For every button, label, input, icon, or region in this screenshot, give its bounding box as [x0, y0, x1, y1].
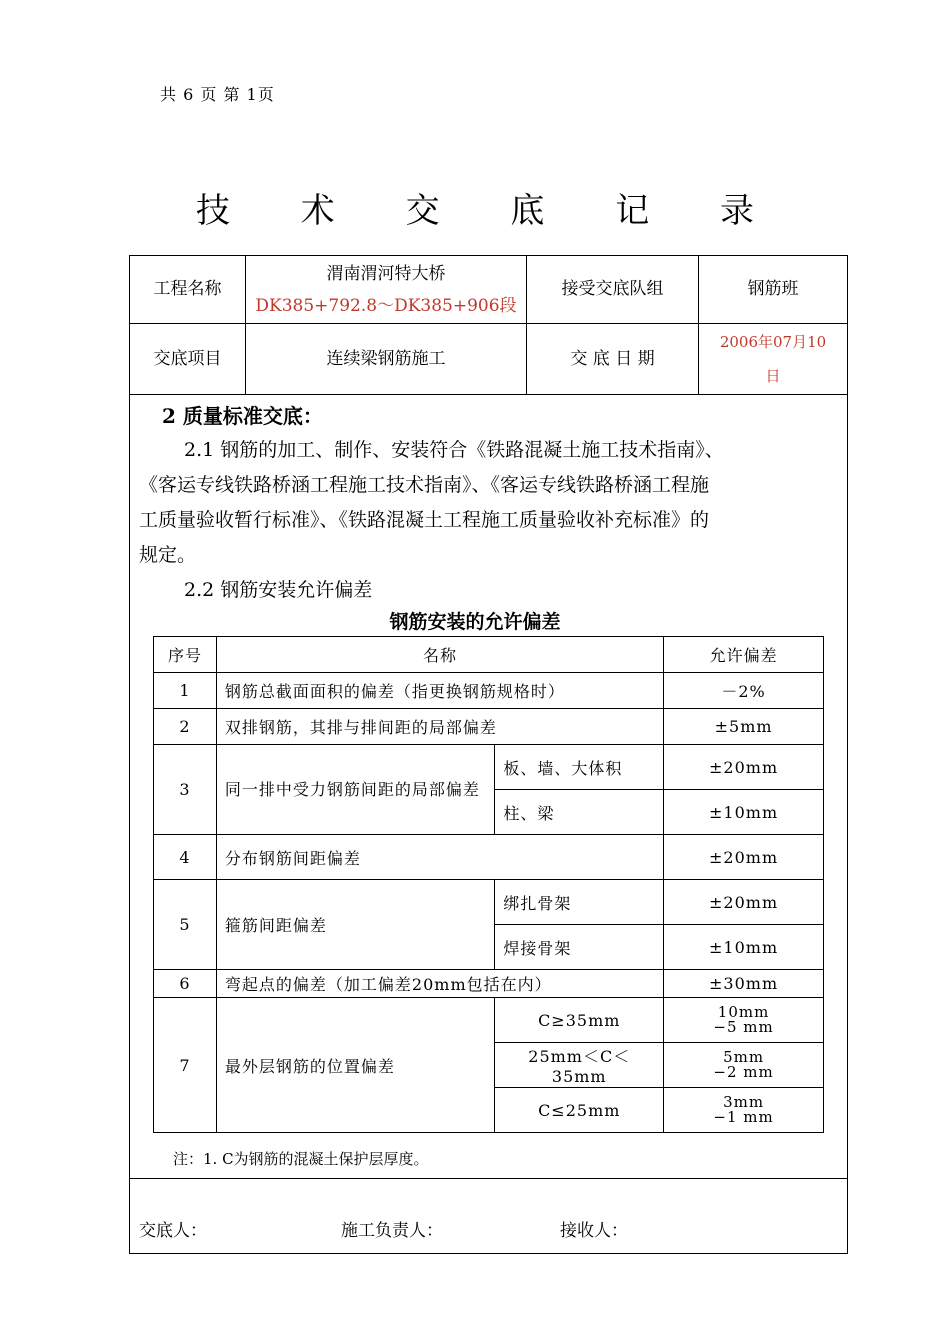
header-deviation: 允许偏差	[664, 637, 824, 673]
project-name-cell	[246, 256, 526, 323]
construction-lead-signature: 施工负责人：	[341, 1221, 443, 1241]
header-no: 序号	[154, 637, 217, 673]
row-sub: 柱、梁	[495, 790, 664, 835]
table-note: 注：1. C为钢筋的混凝土保护层厚度。	[173, 1150, 429, 1168]
row-sub: 绑扎骨架	[495, 880, 664, 925]
header-name: 名称	[216, 637, 663, 673]
row-value: ±10mm	[664, 790, 824, 835]
date-value-line1: 2006年07月10	[719, 333, 827, 351]
project-name: 渭南渭河特大桥	[326, 263, 446, 284]
row-value-upper: 5mm	[723, 1048, 765, 1066]
date-value-line2: 日	[765, 367, 781, 385]
receiver-signature: 接收人：	[560, 1221, 628, 1241]
row-value: －2%	[664, 673, 824, 709]
row-name: 同一排中受力钢筋间距的局部偏差	[216, 745, 494, 835]
row-sub: 焊接骨架	[495, 925, 664, 970]
row-name: 钢筋总截面面积的偏差（指更换钢筋规格时）	[216, 673, 663, 709]
project-section: DK385+792.8～DK385+906段	[255, 295, 517, 316]
row-name: 箍筋间距偏差	[216, 880, 494, 970]
row-value: ±20mm	[664, 745, 824, 790]
row-value: ±20mm	[664, 880, 824, 925]
row-no: 5	[154, 880, 217, 970]
header-bottom-divider	[130, 394, 847, 395]
row-value: ±10mm	[664, 925, 824, 970]
row-value-lower: −1 mm	[713, 1108, 774, 1126]
row-value-lower: −2 mm	[713, 1063, 774, 1081]
table-row	[154, 673, 824, 709]
table-header-row	[154, 637, 824, 673]
para-1-line-2: 《客运专线铁路桥涵工程施工技术指南》、《客运专线铁路桥涵工程施	[139, 474, 710, 496]
row-no: 4	[154, 835, 217, 880]
project-label: 工程名称	[153, 279, 222, 300]
team-value: 钢筋班	[747, 279, 799, 300]
presenter-signature: 交底人：	[139, 1221, 207, 1241]
row-sub: C≥35mm	[495, 998, 664, 1043]
date-value	[699, 324, 847, 394]
row-no: 1	[154, 673, 217, 709]
table-row	[154, 998, 824, 1043]
row-value: ±5mm	[664, 709, 824, 745]
row-value-lower: −5 mm	[713, 1018, 774, 1036]
row-no: 2	[154, 709, 217, 745]
row-value: ±30mm	[664, 970, 824, 998]
table-caption: 钢筋安装的允许偏差	[389, 611, 561, 633]
para-2: 2.2 钢筋安装允许偏差	[184, 579, 373, 601]
item-label: 交底项目	[153, 348, 222, 369]
row-no: 3	[154, 745, 217, 835]
row-value-upper: 10mm	[717, 1003, 770, 1021]
table-row	[154, 745, 824, 790]
row-name: 最外层钢筋的位置偏差	[216, 998, 494, 1133]
row-value: ±20mm	[664, 835, 824, 880]
table-row	[154, 970, 824, 998]
row-sub: C≤25mm	[495, 1088, 664, 1133]
row-name: 双排钢筋，其排与排间距的局部偏差	[216, 709, 663, 745]
row-value-upper: 3mm	[723, 1093, 765, 1111]
table-row	[154, 835, 824, 880]
row-sub: 板、墙、大体积	[495, 745, 664, 790]
section-paragraph	[139, 433, 839, 608]
table-row	[154, 709, 824, 745]
document-title: 技 术 交 底 记 录	[195, 191, 785, 231]
table-row	[154, 880, 824, 925]
row-name: 弯起点的偏差（加工偏差20mm包括在内）	[216, 970, 663, 998]
team-label: 接受交底队组	[561, 279, 664, 300]
para-1-line-4: 规定。	[139, 544, 197, 566]
row-value	[664, 1088, 824, 1133]
section-heading: 2 质量标准交底：	[162, 404, 323, 428]
row-value	[664, 1043, 824, 1088]
date-label: 交 底 日 期	[570, 348, 655, 369]
page-number: 共 6 页 第 1页	[160, 85, 275, 104]
signature-divider	[130, 1178, 847, 1179]
row-no: 6	[154, 970, 217, 998]
item-value: 连续梁钢筋施工	[326, 348, 446, 369]
row-value	[664, 998, 824, 1043]
para-1-line-3: 工质量验收暂行标准》、《铁路混凝土工程施工质量验收补充标准》的	[139, 509, 710, 531]
deviation-table	[153, 636, 824, 1133]
row-no: 7	[154, 998, 217, 1133]
row-name: 分布钢筋间距偏差	[216, 835, 663, 880]
row-sub: 25mm＜C＜35mm	[495, 1043, 664, 1088]
para-1-line-1: 2.1 钢筋的加工、制作、安装符合《铁路混凝土施工技术指南》、	[184, 439, 724, 461]
